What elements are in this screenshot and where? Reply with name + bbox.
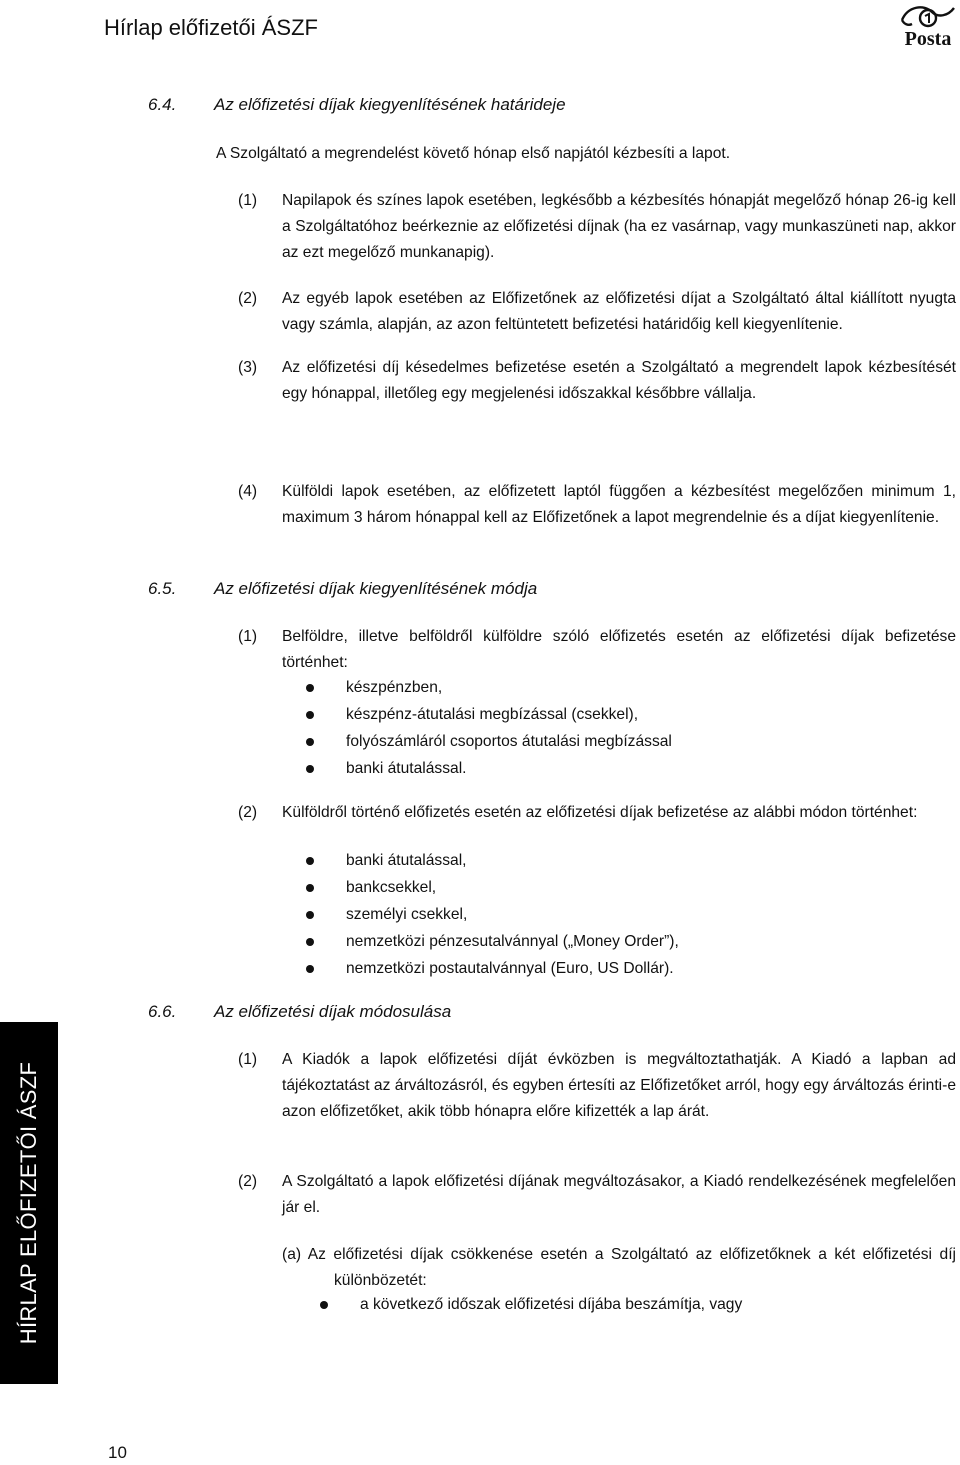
paragraph-label: (1): [238, 628, 258, 645]
paragraph-6-4-2: [238, 286, 956, 338]
section-heading-6-4: [148, 92, 566, 118]
payment-methods-foreign-list: [346, 847, 946, 982]
paragraph-label: (2): [238, 1173, 258, 1190]
paragraph-text: Napilapok és színes lapok esetében, legkésőbb a kézbesítés hónapját megelőző hónap 26-ig kell a Szolgáltatóhoz beérkeznie az előfizetési díjnak (ha ez vasárnap, vagy munkaszüneti nap, akkor az ezt megelőző munkanapig).: [282, 192, 956, 261]
paragraph-label: (2): [238, 804, 258, 821]
list-item: a következő időszak előfizetési díjába beszámítja, vagy: [360, 1291, 950, 1318]
list-item: készpénzben,: [346, 674, 946, 701]
price-decrease-options-list: [360, 1291, 950, 1318]
list-item: bankcsekkel,: [346, 874, 946, 901]
list-item: nemzetközi postautalvánnyal (Euro, US Dollár).: [346, 955, 946, 982]
section-title: Az előfizetési díjak módosulása: [214, 1002, 452, 1021]
paragraph-6-5-1: [238, 624, 956, 676]
section-number: 6.5.: [148, 579, 177, 598]
section-intro: A Szolgáltató a megrendelést követő hónap első napjától kézbesíti a lapot.: [216, 145, 731, 162]
section-heading-6-5: [148, 576, 537, 602]
paragraph-text: Az előfizetési díj késedelmes befizetése esetén a Szolgáltató a megrendelt lapok kézbesítését egy hónappal, illetőleg egy megjelenési időszakkal későbbre vállalja.: [282, 359, 956, 402]
paragraph-label: (2): [238, 290, 258, 307]
page-number: 10: [108, 1443, 127, 1462]
paragraph-label: (1): [238, 1051, 258, 1068]
list-item: nemzetközi pénzesutalvánnyal („Money Order”),: [346, 928, 946, 955]
page-header-title: Hírlap előfizetői ÁSZF: [104, 15, 318, 40]
subparagraph-a: (a) Az előfizetési díjak csökkenése esetén a Szolgáltató az előfizetőknek a két előfizetési díj különbözetét:: [282, 1246, 956, 1289]
list-item: folyószámláról csoportos átutalási megbízással: [346, 728, 946, 755]
paragraph-text: A Kiadók a lapok előfizetési díját évközben is megváltoztathatják. A Kiadó a lapban ad tájékoztatást az árváltozásról, és egyben értesíti az Előfizetőket arról, hogy egy árváltozás érinti-e azon előfizetőket, akik több hónapra előre kifizették a lap árát.: [282, 1051, 956, 1120]
section-title: Az előfizetési díjak kiegyenlítésének módja: [214, 579, 538, 598]
paragraph-text: A Szolgáltató a lapok előfizetési díjának megváltozásakor, a Kiadó rendelkezésének megfelelően jár el.: [282, 1173, 956, 1216]
paragraph-6-6-2: [238, 1169, 956, 1221]
logo-text: Posta: [904, 28, 952, 50]
paragraph-text: Külföldi lapok esetében, az előfizetett laptól függően a kézbesítést megelőzően minimum 1, maximum 3 három hónappal kell az Előfizetőnek a lapot megrendelnie és a díjat kiegyenlítenie.: [282, 483, 956, 526]
paragraph-label: (4): [238, 483, 258, 500]
list-item: banki átutalással.: [346, 755, 946, 782]
list-item: készpénz-átutalási megbízással (csekkel),: [346, 701, 946, 728]
paragraph-text: Az egyéb lapok esetében az Előfizetőnek az előfizetési díjat a Szolgáltató által kiállított nyugta vagy számla, alapján, az azon feltüntetett befizetési határidőig kell kiegyenlítenie.: [282, 290, 956, 333]
paragraph-label: (3): [238, 359, 258, 376]
section-heading-6-6: [148, 999, 451, 1025]
paragraph-text: Külföldről történő előfizetés esetén az előfizetési díjak befizetése az alábbi módon történhet:: [282, 804, 918, 821]
paragraph-6-4-3: [238, 355, 956, 407]
paragraph-6-6-1: [238, 1047, 956, 1125]
paragraph-label: (1): [238, 192, 258, 209]
section-number: 6.4.: [148, 95, 177, 114]
section-number: 6.6.: [148, 1002, 177, 1021]
list-item: személyi csekkel,: [346, 901, 946, 928]
posta-logo: [898, 2, 958, 54]
paragraph-6-4-1: [238, 188, 956, 266]
list-item: banki átutalással,: [346, 847, 946, 874]
paragraph-6-5-2: [238, 800, 956, 826]
paragraph-6-4-4: [238, 479, 956, 531]
section-title: Az előfizetési díjak kiegyenlítésének határideje: [214, 95, 566, 114]
side-tab-label: HÍRLAP ELŐFIZETŐI ÁSZF: [16, 1061, 41, 1345]
paragraph-text: Belföldre, illetve belföldről külföldre szóló előfizetés esetén az előfizetési díjak befizetése történhet:: [282, 628, 956, 671]
payment-methods-domestic-list: [346, 674, 946, 782]
